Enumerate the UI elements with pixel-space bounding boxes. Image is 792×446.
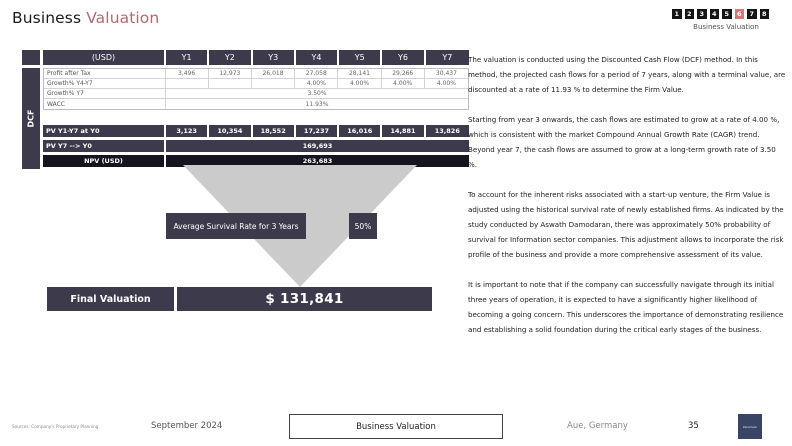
company-logo: ZeroClean — [738, 414, 762, 439]
table-header-row — [43, 50, 469, 65]
step-7[interactable]: 7 — [747, 9, 757, 19]
step-1[interactable]: 1 — [672, 9, 682, 19]
paragraph-growth: Starting from year 3 onwards, the cash flows are estimated to grow at a rate of 4.00 %, which is consistent with the market Compound Annual Growth Rate (CAGR) trend. Beyond year 7, the cash flows are assumed to grow at a long-term growth rate of 3.50 %. — [468, 115, 780, 169]
step-8[interactable]: 8 — [760, 9, 770, 19]
table-row-terminal-value: PV Y7 --> Y0 169,693 — [43, 140, 469, 152]
survival-rate-value: 50% — [349, 213, 377, 239]
step-4[interactable]: 4 — [710, 9, 720, 19]
step-6-active[interactable]: 6 — [735, 9, 745, 19]
page-title-part2: Valuation — [86, 9, 160, 27]
step-3[interactable]: 3 — [697, 9, 707, 19]
section-steps — [672, 9, 769, 19]
table-row-wacc: WACC 11.93% — [44, 99, 468, 109]
footer-source: Sources: Company's Proprietary Planning — [12, 424, 99, 429]
page-number: 35 — [688, 421, 699, 431]
final-valuation-label: Final Valuation — [47, 287, 174, 311]
paragraph-survival: To account for the inherent risks associated with a start-up venture, the Firm Value is adjusted using the historical survival rate of newly established firms. As indicated by the study conducted by Aswath Damodaran, there was approximately 50% probability of survival for Information sector companies. This adjustment allows to incorporate the risk profile of the business and provide a more comprehensive assessment of its value. — [468, 190, 784, 259]
step-5[interactable]: 5 — [722, 9, 732, 19]
description-text — [468, 52, 786, 352]
table-row-npv: NPV (USD) 263,683 — [43, 155, 469, 167]
final-valuation-value: $ 131,841 — [177, 287, 432, 311]
dcf-side-label: DCF — [22, 68, 40, 169]
footer-location: Aue, Germany — [567, 421, 628, 431]
col-header-y2: Y2 — [209, 50, 252, 65]
col-header-usd: (USD) — [43, 50, 166, 65]
table-row-pv: PV Y1-Y7 at Y0 3,123 10,354 18,552 17,237 16,016 14,881 13,826 — [43, 125, 469, 137]
footer-date: September 2024 — [151, 421, 223, 431]
col-header-y6: Y6 — [382, 50, 425, 65]
page-title-part1: Business — [12, 9, 82, 27]
col-header-y3: Y3 — [253, 50, 296, 65]
table-body — [43, 68, 469, 110]
paragraph-dcf-method: The valuation is conducted using the Discounted Cash Flow (DCF) method. In this method, the projected cash flows for a period of 7 years, along with a terminal value, are discounted at a rate of 11.93 % to determine the Firm Value. — [468, 55, 786, 94]
footer-section-box: Business Valuation — [289, 414, 503, 439]
survival-rate-label: Average Survival Rate for 3 Years — [166, 213, 306, 239]
table-row-growth-y7: Growth% Y7 3.50% — [44, 89, 468, 99]
col-header-y1: Y1 — [166, 50, 209, 65]
table-row-profit: Profit after Tax 3,496 12,973 26,018 27,058 28,141 29,266 30,437 — [44, 69, 468, 79]
col-header-y5: Y5 — [339, 50, 382, 65]
table-row-growth-y4-y7: Growth% Y4-Y7 4.00% 4.00% 4.00% 4.00% — [44, 79, 468, 89]
page-title — [12, 9, 159, 27]
side-header-block — [22, 50, 40, 65]
section-label: Business Valuation — [693, 23, 759, 31]
paragraph-going-concern: It is important to note that if the company can successfully navigate through its initial three years of operation, it is expected to have a significantly higher likelihood of becoming a going concern. This underscores the importance of demonstrating resilience and establishing a solid foundation during the critical early stages of the business. — [468, 280, 784, 334]
col-header-y7: Y7 — [426, 50, 469, 65]
step-2[interactable]: 2 — [685, 9, 695, 19]
col-header-y4: Y4 — [296, 50, 339, 65]
